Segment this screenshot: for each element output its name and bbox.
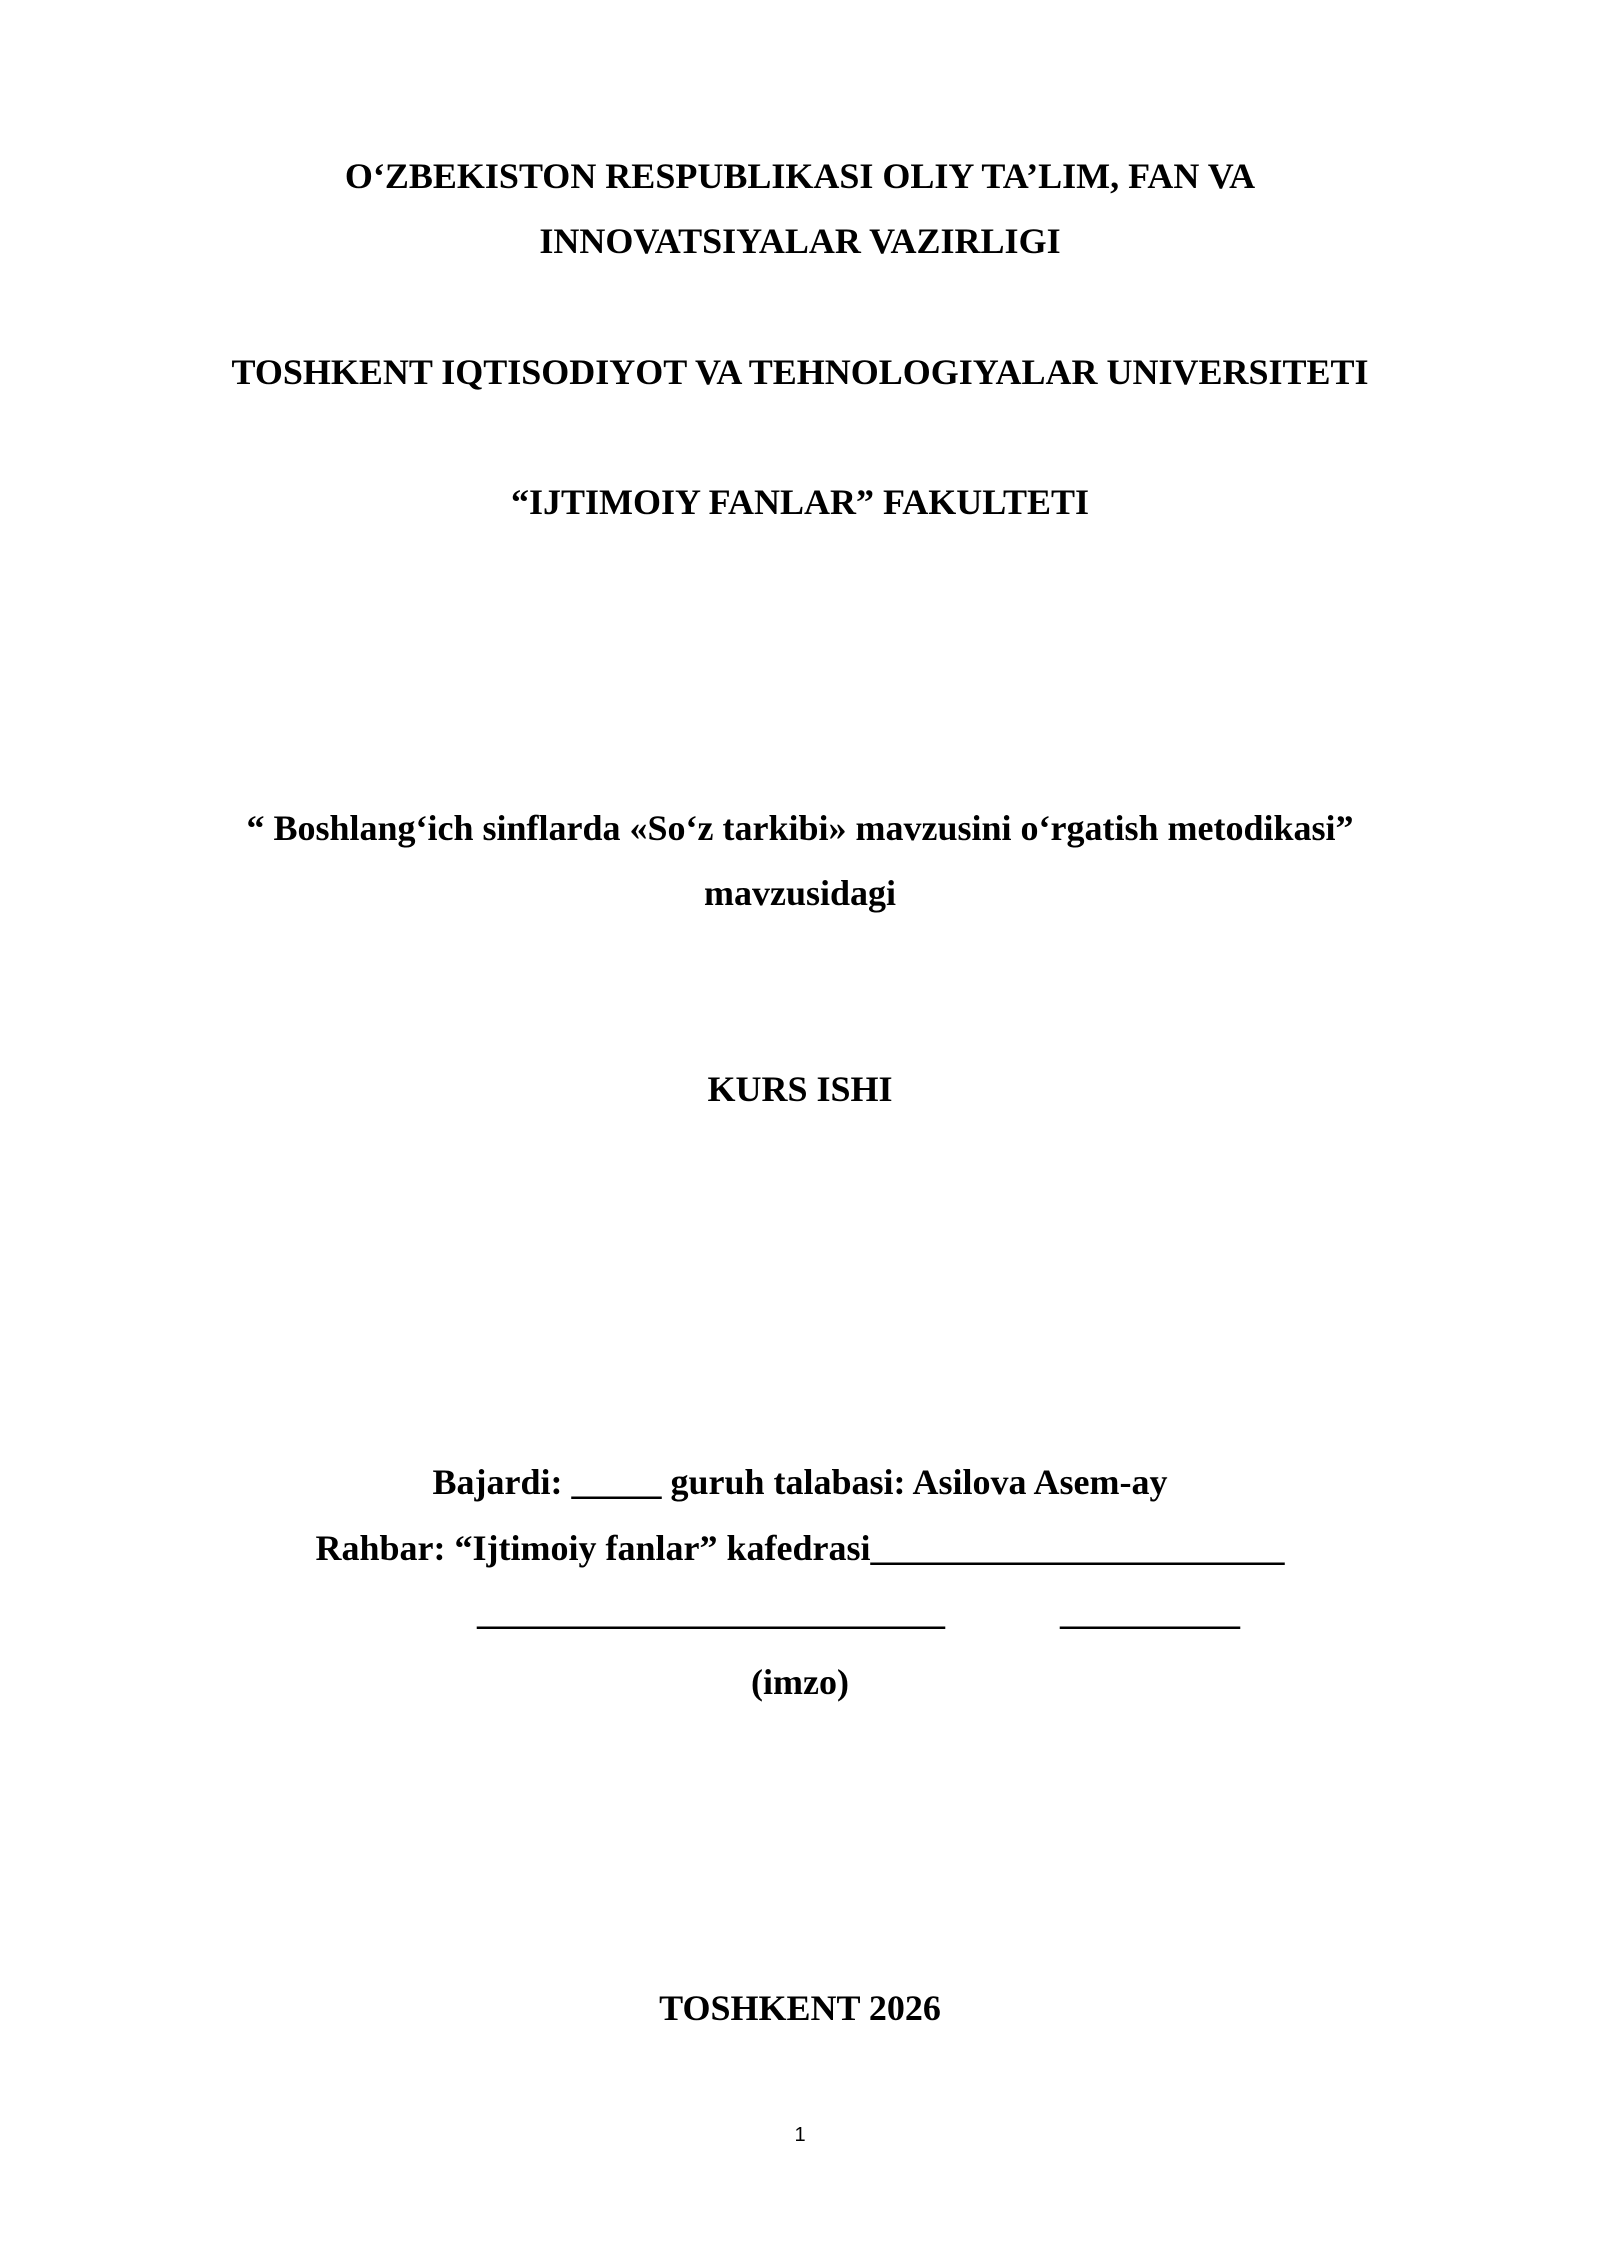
ministry-title-line-2: INNOVATSIYALAR VAZIRLIGI <box>539 221 1061 261</box>
supervisor-line: Rahbar: “Ijtimoiy fanlar” kafedrasi_______________________ <box>315 1528 1285 1568</box>
university-title: TOSHKENT IQTISODIYOT VA TEHNOLOGIYALAR UNIVERSITETI <box>231 352 1369 392</box>
ministry-title-line-1: O‘ZBEKISTON RESPUBLIKASI OLIY TA’LIM, FAN VA <box>344 156 1256 196</box>
city-year: TOSHKENT 2026 <box>659 1988 941 2028</box>
faculty-title: “IJTIMOIY FANLAR” FAKULTETI <box>510 482 1090 522</box>
page-number: 1 <box>794 2124 806 2146</box>
performer-line: Bajardi: _____ guruh talabasi: Asilova Asem-ay <box>432 1462 1168 1502</box>
topic-line-2: mavzusidagi <box>703 873 897 913</box>
topic-line-1: “ Boshlang‘ich sinflarda «So‘z tarkibi» mavzusini o‘rgatish metodikasi” <box>246 808 1354 848</box>
signature-blank-date: __________ <box>1060 1592 1240 1632</box>
work-type-title: KURS ISHI <box>707 1069 893 1109</box>
signature-label: (imzo) <box>751 1662 849 1702</box>
signature-blank-name: __________________________ <box>477 1592 945 1632</box>
